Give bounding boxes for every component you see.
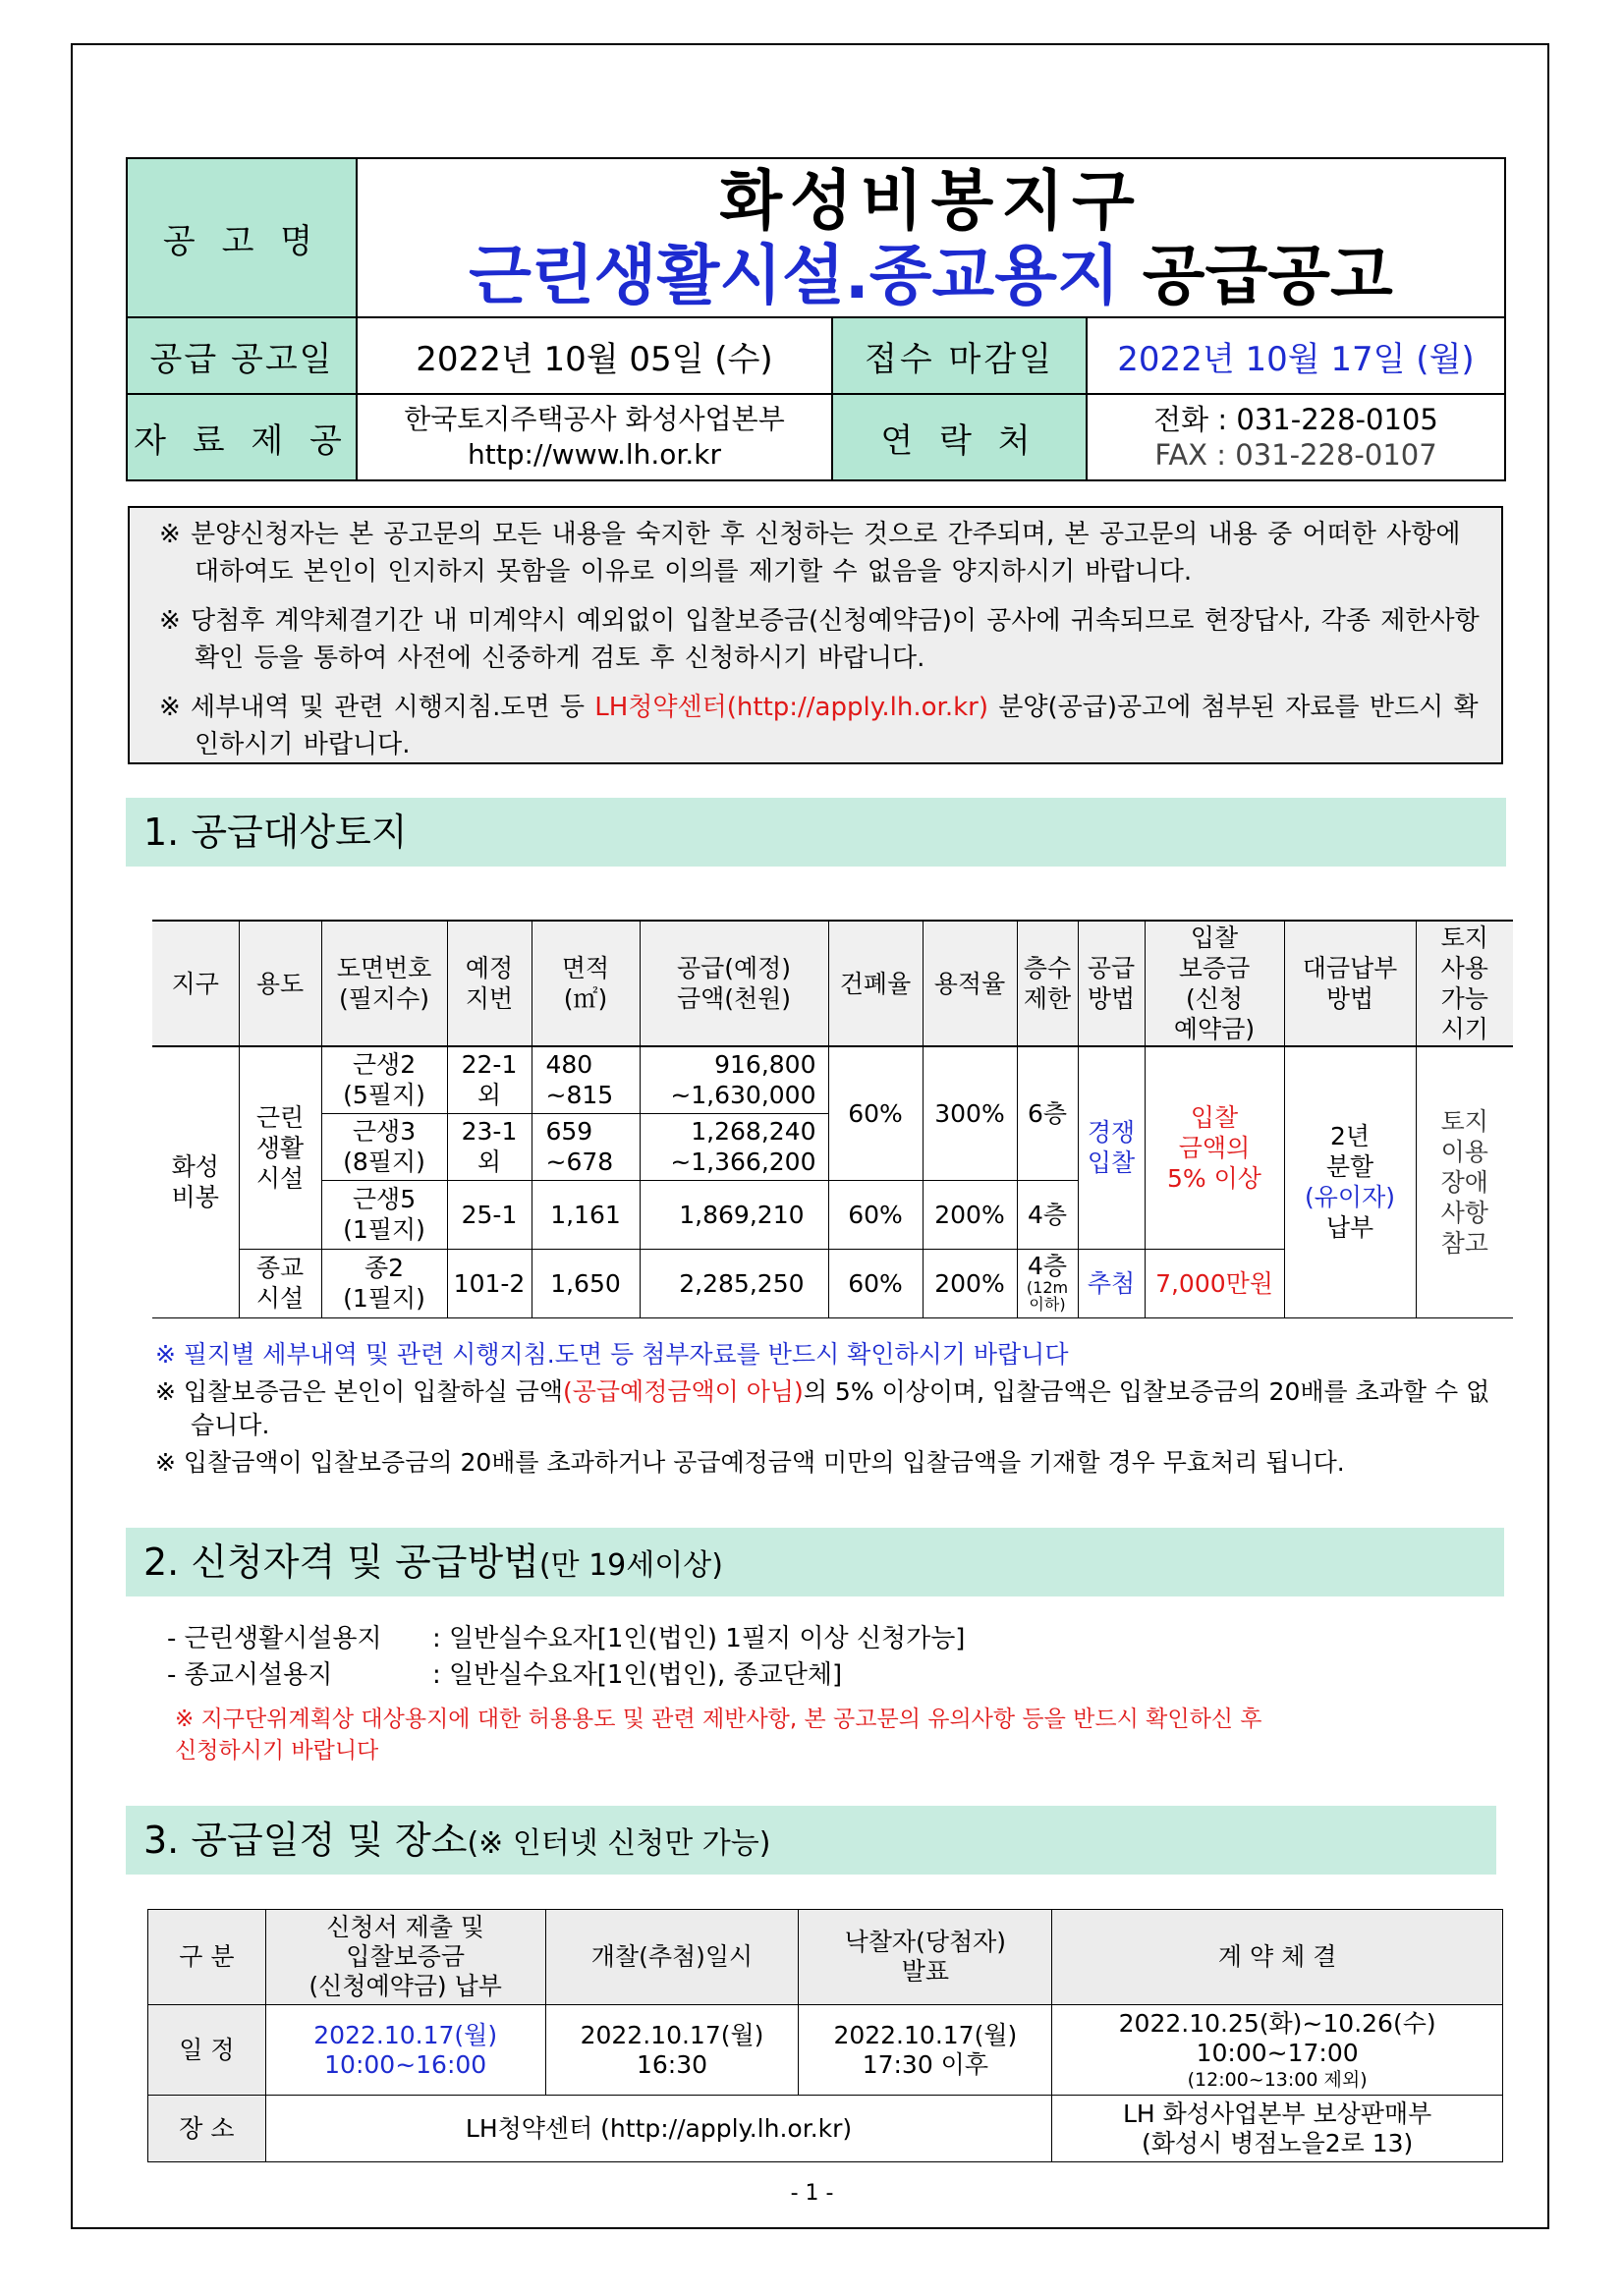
th-usage: 토지 사용 가능 시기: [1416, 921, 1513, 1046]
qual-2-label: - 종교시설용지: [167, 1660, 333, 1690]
cell-use-rel: 종교 시설: [239, 1249, 321, 1317]
note-2-red: (공급예정금액이 아님): [563, 1377, 804, 1406]
cell-bcr: 60%: [828, 1180, 923, 1249]
cell-floor: [1017, 1249, 1078, 1317]
note-3: ※ 입찰금액이 입찰보증금의 20배를 초과하거나 공급예정금액 미만의 입찰금액을 기재할 경우 무효처리 됩니다.: [155, 1448, 1345, 1477]
cell-lot: 101-2: [447, 1249, 532, 1317]
cell-deposit-rel: 7,000만원: [1145, 1249, 1284, 1317]
announcement-title: [357, 158, 1505, 317]
cell-no: 근생2 (5필지): [321, 1046, 447, 1113]
section-1-heading: 1. 공급대상토지: [126, 798, 1506, 867]
title-line2: [359, 240, 1503, 312]
cell-area: 1,161: [532, 1180, 640, 1249]
cell-amount: 1,869,210: [640, 1180, 828, 1249]
title-blue: 근린생활시설.종교용지: [469, 238, 1120, 313]
notice-3: [159, 689, 1480, 763]
date-label: 공급 공고일: [127, 317, 357, 394]
schedule-table: [147, 1909, 1503, 2162]
note-2-b: 의 5% 이상이며, 입찰금액은 입찰보증금의 20배를 초과할 수 없습니다.: [191, 1377, 1490, 1439]
note-1: ※ 필지별 세부내역 및 관련 시행지침.도면 등 첨부자료를 반드시 확인하시기 바랍니다: [155, 1340, 1069, 1369]
th-winner: 낙찰자(당첨자) 발표: [799, 1910, 1052, 2005]
th-amount: 공급(예정) 금액(천원): [640, 921, 828, 1046]
th-method: 공급 방법: [1078, 921, 1145, 1046]
cell-deposit-bid: 입찰 금액의 5% 이상: [1145, 1046, 1284, 1249]
th-contract: 계 약 체 결: [1052, 1910, 1503, 2005]
cell-lot: 23-1 외: [447, 1113, 532, 1180]
cell-bcr: 60%: [828, 1046, 923, 1180]
contact-fax: FAX : 031-228-0107: [1154, 438, 1437, 472]
cell-far: 300%: [923, 1046, 1017, 1180]
contract-note: (12:00~13:00 제외): [1187, 2068, 1368, 2091]
cell-amount: 2,285,250: [640, 1249, 828, 1317]
contract-period: 2022.10.25(화)~10.26(수) 10:00~17:00: [1118, 2008, 1436, 2067]
cell-no: 근생5 (1필지): [321, 1180, 447, 1249]
cell-winner-date: 2022.10.17(월) 17:30 이후: [799, 2005, 1052, 2096]
th-payment: 대금납부 방법: [1284, 921, 1416, 1046]
cell-no: 종2 (1필지): [321, 1249, 447, 1317]
deadline-label: 접수 마감일: [832, 317, 1087, 394]
source-info: [357, 394, 832, 480]
cell-usage: 토지 이용 장애 사항 참고: [1416, 1046, 1513, 1317]
cell-far: 200%: [923, 1249, 1017, 1317]
cell-lot: 22-1 외: [447, 1046, 532, 1113]
cell-place-web[interactable]: LH청약센터 (http://apply.lh.or.kr): [265, 2096, 1051, 2162]
cell-district: 화성 비봉: [152, 1046, 239, 1317]
section-3-title: 3. 공급일정 및 장소: [143, 1819, 468, 1862]
section-3-heading: [126, 1806, 1496, 1875]
th-deposit: 입찰 보증금 (신청 예약금): [1145, 921, 1284, 1046]
cell-bcr: 60%: [828, 1249, 923, 1317]
section-2-body: [167, 1621, 1262, 1766]
payment-c: 납부: [1325, 1213, 1374, 1243]
payment-b: (유이자): [1305, 1183, 1395, 1212]
floor-note: (12m 이하): [1026, 1278, 1069, 1314]
title-label: 공 고 명: [127, 158, 357, 317]
source-url[interactable]: http://www.lh.or.kr: [468, 438, 721, 471]
note-2-a: ※ 입찰보증금은 본인이 입찰하실 금액: [155, 1377, 563, 1406]
contact-phone: 전화 : 031-228-0105: [1153, 403, 1438, 436]
announce-date: 2022년 10월 05일 (수): [357, 317, 832, 394]
section-3-subtitle: (※ 인터넷 신청만 가능): [467, 1826, 771, 1861]
th-division: 구 분: [148, 1910, 266, 2005]
title-black: 공급공고: [1119, 238, 1393, 313]
th-lot: 예정 지번: [447, 921, 532, 1046]
cell-method-bid: 경쟁 입찰: [1078, 1046, 1145, 1249]
notice-1: ※ 분양신청자는 본 공고문의 모든 내용을 숙지한 후 신청하는 것으로 간주되며, 본 공고문의 내용 중 어떠한 사항에 대하여도 본인이 인지하지 못함을 이유로 이의를 제기할 수 없음을 양지하시기 바랍니다.: [159, 520, 1461, 587]
floor-4: 4층: [1027, 1252, 1068, 1280]
payment-a: 2년 분할: [1325, 1122, 1374, 1182]
cell-no: 근생3 (8필지): [321, 1113, 447, 1180]
cell-use-nbhd: 근린 생활 시설: [239, 1046, 321, 1249]
cell-apply-date: 2022.10.17(월) 10:00~16:00: [265, 2005, 545, 2096]
cell-area: 1,650: [532, 1249, 640, 1317]
cell-lot: 25-1: [447, 1180, 532, 1249]
th-apply: 신청서 제출 및 입찰보증금 (신청예약금) 납부: [265, 1910, 545, 2005]
supply-land-table: [152, 920, 1513, 1318]
section-1-notes: [155, 1338, 1511, 1484]
th-bcr: 건폐율: [828, 921, 923, 1046]
qual-1-label: - 근린생활시설용지: [167, 1624, 382, 1653]
th-area: 면적 (㎡): [532, 921, 640, 1046]
announcement-header: [126, 157, 1506, 481]
qual-2-value: : 일반실수요자[1인(법인), 종교단체]: [432, 1660, 843, 1690]
th-far: 용적율: [923, 921, 1017, 1046]
deadline-date: 2022년 10월 17일 (월): [1087, 317, 1505, 394]
qual-line-2: [167, 1657, 1262, 1694]
th-open: 개찰(추첨)일시: [545, 1910, 799, 2005]
cell-amount: 1,268,240 ~1,366,200: [640, 1113, 828, 1180]
cell-open-date: 2022.10.17(월) 16:30: [545, 2005, 799, 2096]
qual-1-value: : 일반실수요자[1인(법인) 1필지 이상 신청가능]: [432, 1624, 966, 1653]
cell-area: 659 ~678: [532, 1113, 640, 1180]
source-label: 자 료 제 공: [127, 394, 357, 480]
section-2-subtitle: (만 19세이상): [538, 1548, 723, 1583]
cell-floor: 4층: [1017, 1180, 1078, 1249]
title-line1: 화성비봉지구: [719, 163, 1143, 239]
cell-contract-date: [1052, 2005, 1503, 2096]
contact-info: [1087, 394, 1505, 480]
notice-3-link[interactable]: LH청약센터(http://apply.lh.or.kr): [594, 693, 988, 722]
cell-method-lottery: 추첨: [1078, 1249, 1145, 1317]
row-schedule-label: 일 정: [148, 2005, 266, 2096]
notice-box: [128, 506, 1503, 764]
section-2-title: 2. 신청자격 및 공급방법: [143, 1540, 539, 1584]
notice-3-text-a: ※ 세부내역 및 관련 시행지침.도면 등: [159, 693, 595, 722]
qual-note: ※ 지구단위계획상 대상용지에 대한 허용용도 및 관련 제반사항, 본 공고문의 유의사항 등을 반드시 확인하신 후 신청하시기 바랍니다: [175, 1707, 1262, 1764]
th-district: 지구: [152, 921, 239, 1046]
notice-3-text-b: 분양(공급)공고에 첨부된 자료를 반드시 확인하시기 바랍니다.: [195, 693, 1479, 759]
notice-2: ※ 당첨후 계약체결기간 내 미계약시 예외없이 입찰보증금(신청예약금)이 공사에 귀속되므로 현장답사, 각종 제한사항 확인 등을 통하여 사전에 신중하게 검토 후 신청하시기 바랍니다.: [159, 606, 1480, 673]
note-2: [155, 1375, 1511, 1442]
cell-place-office: LH 화성사업본부 보상판매부 (화성시 병점노을2로 13): [1052, 2096, 1503, 2162]
cell-far: 200%: [923, 1180, 1017, 1249]
row-place-label: 장 소: [148, 2096, 266, 2162]
contact-label: 연 락 처: [832, 394, 1087, 480]
th-floor: 층수 제한: [1017, 921, 1078, 1046]
cell-area: 480 ~815: [532, 1046, 640, 1113]
source-org: 한국토지주택공사 화성사업본부: [404, 403, 785, 435]
qual-line-1: [167, 1621, 1262, 1657]
th-use: 용도: [239, 921, 321, 1046]
page-number: - 1 -: [790, 2181, 834, 2206]
cell-payment: [1284, 1046, 1416, 1317]
cell-floor: 6층: [1017, 1046, 1078, 1180]
th-plan-no: 도면번호 (필지수): [321, 921, 447, 1046]
section-2-heading: [126, 1528, 1504, 1596]
cell-amount: 916,800 ~1,630,000: [640, 1046, 828, 1113]
